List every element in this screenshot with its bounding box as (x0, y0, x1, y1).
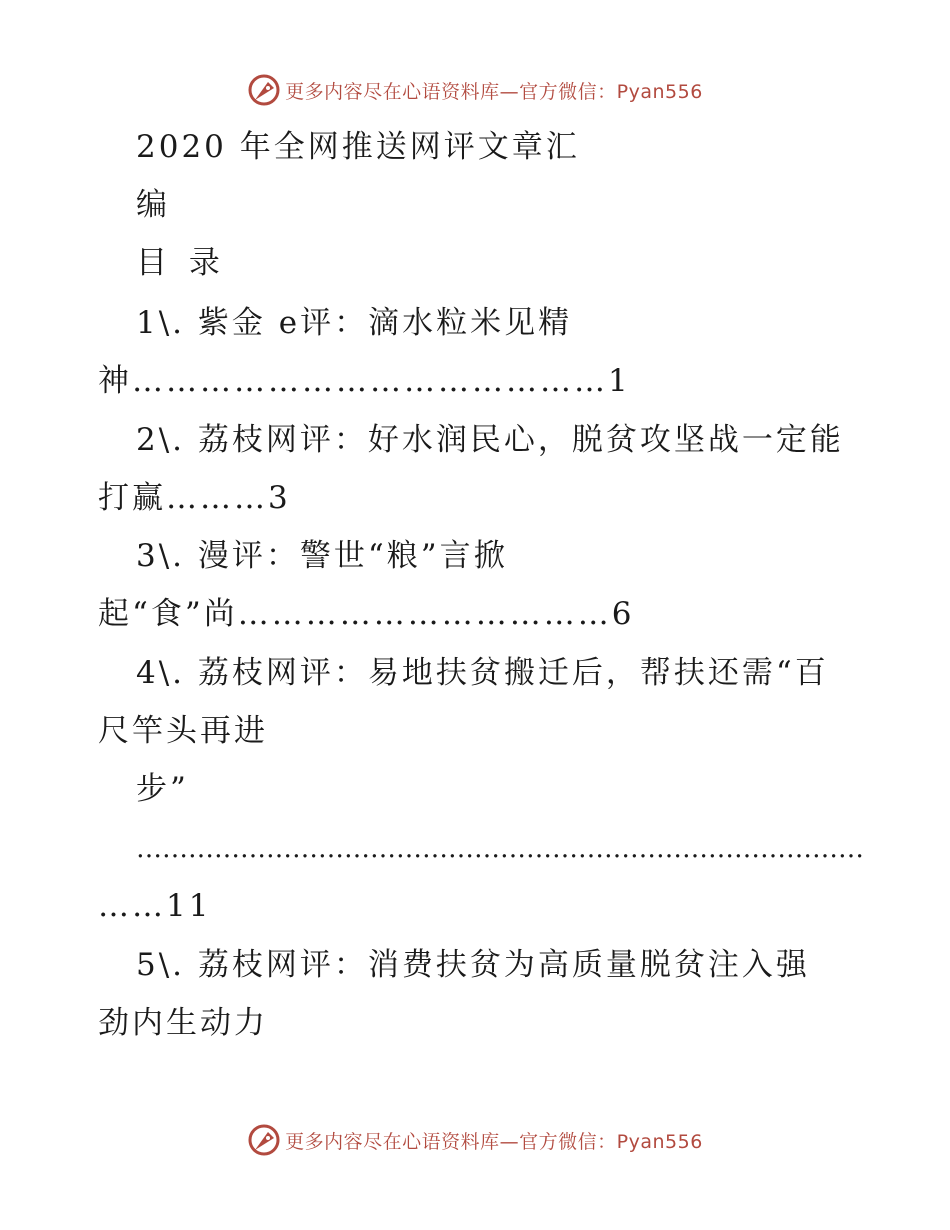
toc-entry-4-page: ……11 (98, 888, 212, 924)
header-watermark (0, 70, 950, 110)
toc-entry-4-leader: ………………………………………………………………………… (136, 834, 864, 864)
watermark-text: 更多内容尽在心语资料库—官方微信：Pyan556 (285, 1130, 703, 1153)
toc-entry-4-cont-1: 尺竿头再进 (98, 713, 268, 749)
toc-entry-2-cont: 打赢………3 (98, 480, 291, 516)
doc-title-line-1: 2020 年全网推送网评文章汇 (136, 129, 580, 165)
toc-entry-3-cont: 起“食”尚……………………………6 (98, 596, 635, 632)
pen-nib-logo-icon (247, 1123, 281, 1157)
toc-entry-4-cont-2: 步” (136, 771, 189, 807)
toc-entry-1: 1\. 紫金 e评：滴水粒米见精 (136, 305, 573, 341)
toc-entry-5: 5\. 荔枝网评：消费扶贫为高质量脱贫注入强 (136, 947, 810, 983)
toc-heading: 目 录 (136, 245, 226, 281)
toc-entry-5-cont: 劲内生动力 (98, 1005, 268, 1041)
toc-entry-3: 3\. 漫评：警世“粮”言掀 (136, 538, 508, 574)
pen-nib-logo-icon (247, 73, 281, 107)
watermark-text: 更多内容尽在心语资料库—官方微信：Pyan556 (285, 80, 703, 103)
toc-entry-1-cont: 神……………………………………1 (98, 363, 631, 399)
footer-watermark (0, 1120, 950, 1160)
doc-title-line-2: 编 (136, 187, 170, 223)
toc-entry-2: 2\. 荔枝网评：好水润民心，脱贫攻坚战一定能 (136, 422, 844, 458)
toc-entry-4: 4\. 荔枝网评：易地扶贫搬迁后，帮扶还需“百 (136, 655, 829, 691)
